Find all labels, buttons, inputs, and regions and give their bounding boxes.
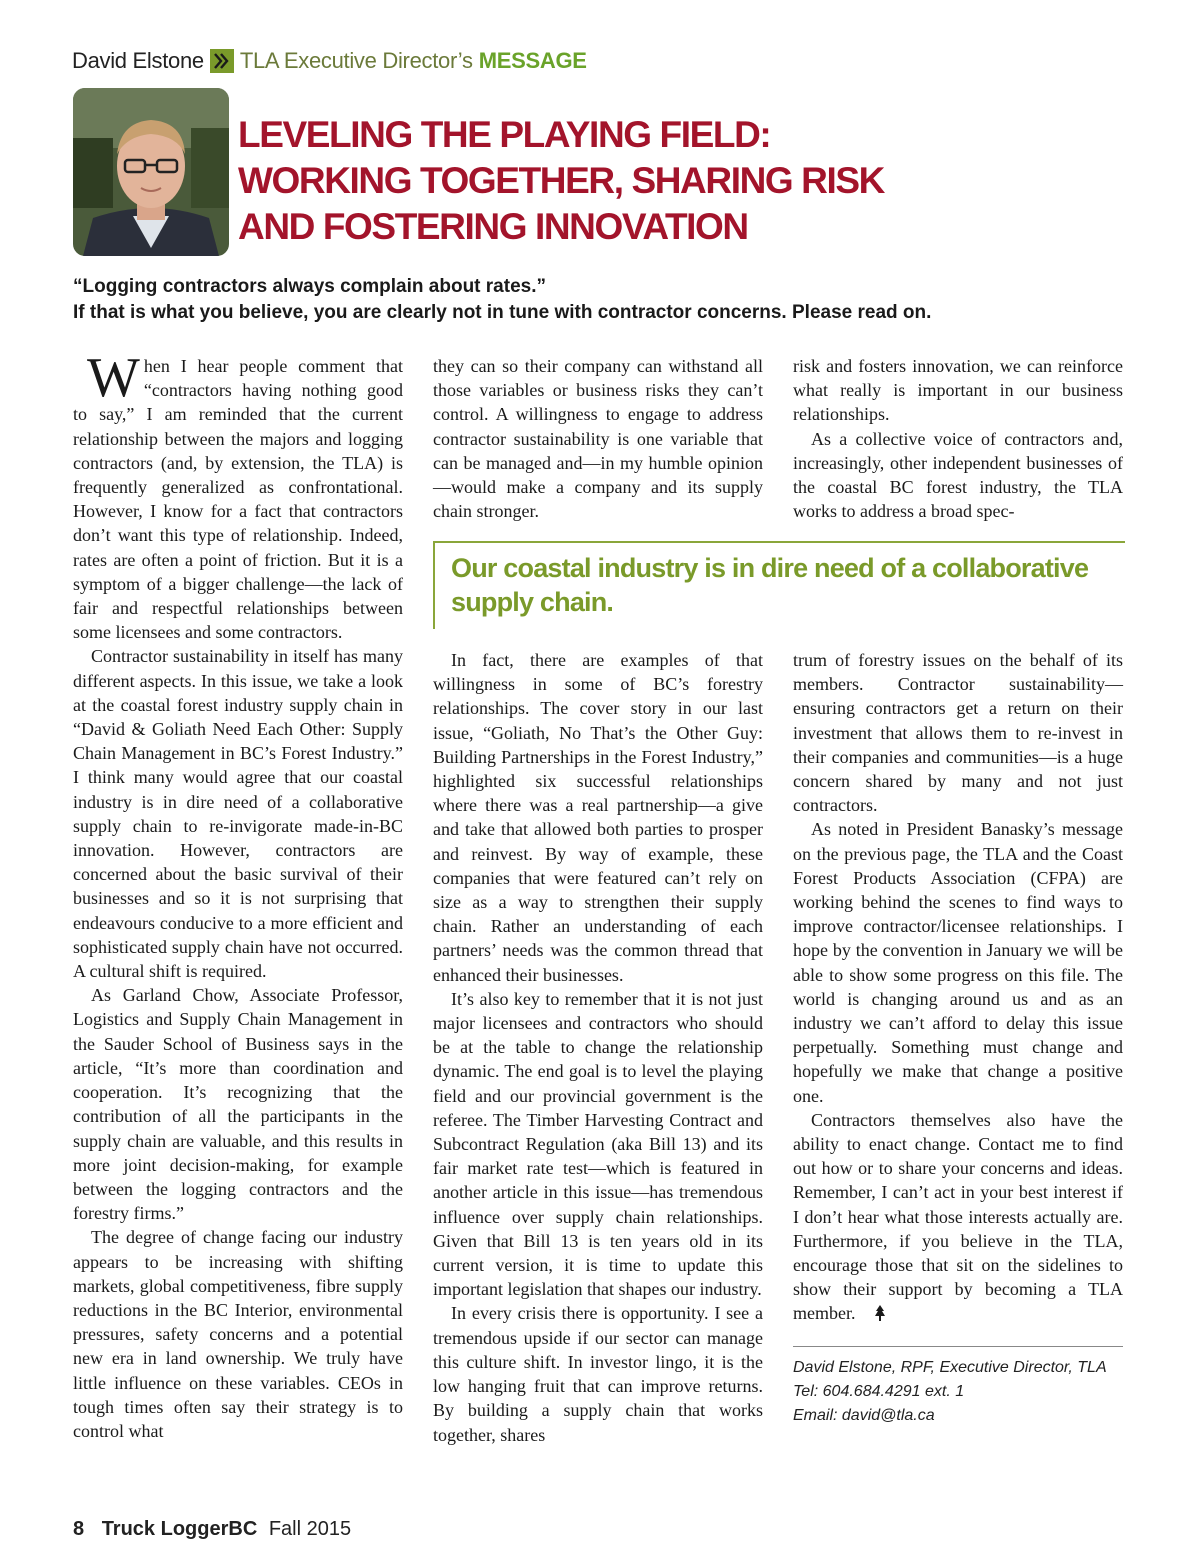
- author-photo: [73, 88, 229, 256]
- magazine-name: Truck LoggerBC: [101, 1518, 258, 1540]
- paragraph: When I hear people comment that “contractors having nothing good to say,” I am reminded that the current relationship between the majors and logging contractors (and, by extension, the TLA) is frequently generalized as confrontational. However, I know for a fact that contractors don’t want this type of relationship. Indeed, rates are often a point of friction. But it is a symptom of a bigger challenge—the lack of fair and respectful relationships between some licensees and some contractors.: [73, 347, 403, 643]
- page-number: 8: [73, 1518, 85, 1540]
- header-department: TLA Executive Director’s: [239, 48, 473, 73]
- title-line: WORKING TOGETHER, SHARING RISK: [238, 160, 884, 201]
- title-line: LEVELING THE PLAYING FIELD:: [238, 114, 771, 155]
- signature-email[interactable]: Email: david@tla.ca: [793, 1407, 935, 1424]
- section-header: [72, 48, 587, 74]
- paragraph: As Garland Chow, Associate Professor, Logistics and Supply Chain Management in the Sauder School of Business says in the article, “It’s more than coordination and cooperation. It’s recognizing that the contribution of all the participants in the supply chain are valuable, and this results in more joint decision-making, for example between the logging contractors and the forestry firms.”: [73, 985, 403, 1224]
- title-line: AND FOSTERING INNOVATION: [238, 206, 748, 247]
- paragraph: In every crisis there is opportunity. I see a tremendous upside if our sector can manage this culture shift. In investor lingo, it is the low hanging fruit that can improve returns. By building a supply chain that works together, shares: [433, 1303, 763, 1445]
- signature-tel: Tel: 604.684.4291 ext. 1: [793, 1383, 965, 1400]
- paragraph: As a collective voice of contractors and, increasingly, other independent businesses of the coastal BC forest industry, the TLA works to address a broad spec-: [793, 428, 1123, 522]
- paragraph: they can so their company can withstand all those variables or business risks they can’t control. A willingness to engage to address contractor sustainability is one variable that can be managed and—in my humble opinion—would make a company and its supply chain stronger.: [433, 356, 763, 522]
- header-author: David Elstone: [72, 48, 204, 73]
- paragraph: Contractor sustainability in itself has many different aspects. In this issue, we take a look at the coastal forest industry supply chain in “David & Goliath Need Each Other: Supply Chain Management in BC’s Forest Industry.” I think many would agree that our coastal industry is in dire need of a collaborative supply chain to re-invigorate made-in-BC innovation. However, contractors are concerned about the basic survival of their businesses and so it is not surprising that endeavours conducive to a more efficient and sophisticated supply chain have not occurred. A cultural shift is required.: [73, 646, 403, 982]
- article-lede: [73, 274, 931, 326]
- column-1: [73, 347, 403, 1443]
- issue-label: Fall 2015: [268, 1518, 352, 1540]
- drop-cap: W: [87, 347, 140, 409]
- article-title: [238, 112, 1138, 250]
- paragraph: risk and fosters innovation, we can reinforce what really is important in our business relationships.: [793, 356, 1123, 425]
- tree-icon: [856, 1303, 868, 1319]
- double-chevron-right-icon: [210, 49, 234, 73]
- signature-name: David Elstone, RPF, Executive Director, TLA: [793, 1359, 1107, 1376]
- paragraph: In fact, there are examples of that willingness in some of BC’s forestry relationships. The cover story in our last issue, “Goliath, No That’s the Other Guy: Building Partnerships in the Forest Industry,” highlighted six successful relationships where there was a real partnership—a give and take that allowed both parties to prosper and reinvest. By way of example, these companies that were featured can’t rely on size as a way to strengthen their supply chain. Rather an understanding of each partners’ needs was the common thread that enhanced their businesses.: [433, 650, 763, 985]
- signature-block: [793, 1356, 1107, 1428]
- page-footer: [73, 1518, 351, 1541]
- column-2-bottom: [433, 648, 763, 1447]
- header-department-strong: MESSAGE: [478, 48, 587, 73]
- paragraph: Contractors themselves also have the ability to enact change. Contact me to find out how or to share your concerns and ideas. Remember, I can’t act in your best interest if I don’t hear what those interests actually are. Furthermore, if you believe in the TLA, encourage those that sit on the sidelines to show their support by becoming a TLA member.: [793, 1109, 1123, 1324]
- pull-quote: Our coastal industry is in dire need of a collaborative supply chain.: [433, 541, 1125, 629]
- signature-divider: [793, 1346, 1123, 1347]
- column-3-bottom: [793, 648, 1123, 1326]
- paragraph: As noted in President Banasky’s message on the previous page, the TLA and the Coast Forest Products Association (CFPA) are working behind the scenes to find ways to improve contractor/licensee relationships. I hope by the convention in January we will be able to show some progress on this file. The world is changing around us and as an industry we can’t afford to delay this issue perpetually. Something must change and hopefully we make that change a positive one.: [793, 819, 1123, 1106]
- lede-line: “Logging contractors always complain about rates.”: [73, 276, 546, 297]
- paragraph: It’s also key to remember that it is not just major licensees and contractors who should be at the table to change the relationship dynamic. The end goal is to level the playing field and our provincial government is the referee. The Timber Harvesting Contract and Subcontract Regulation (aka Bill 13) and its fair market rate test—which is featured in another article in this issue—has tremendous influence over supply chain relationships. Given that Bill 13 is ten years old in its current version, it is time to update this important legislation that shapes our industry.: [433, 988, 763, 1300]
- paragraph: trum of forestry issues on the behalf of its members. Contractor sustainability—ensuring contractors get a return on their investment that allows them to re-invest in their companies and communities—is a huge concern shared by many and not just contractors.: [793, 650, 1123, 816]
- paragraph: The degree of change facing our industry appears to be increasing with shifting markets, global competitiveness, fibre supply reductions in the BC Interior, environmental pressures, safety concerns and a potential new era in land ownership. We truly have little influence on these variables. CEOs in tough times often say their strategy is to control what: [73, 1227, 403, 1441]
- lede-line: If that is what you believe, you are clearly not in tune with contractor concerns. Please read on.: [73, 302, 932, 323]
- column-3-top: [793, 354, 1123, 523]
- column-2-top: [433, 354, 763, 523]
